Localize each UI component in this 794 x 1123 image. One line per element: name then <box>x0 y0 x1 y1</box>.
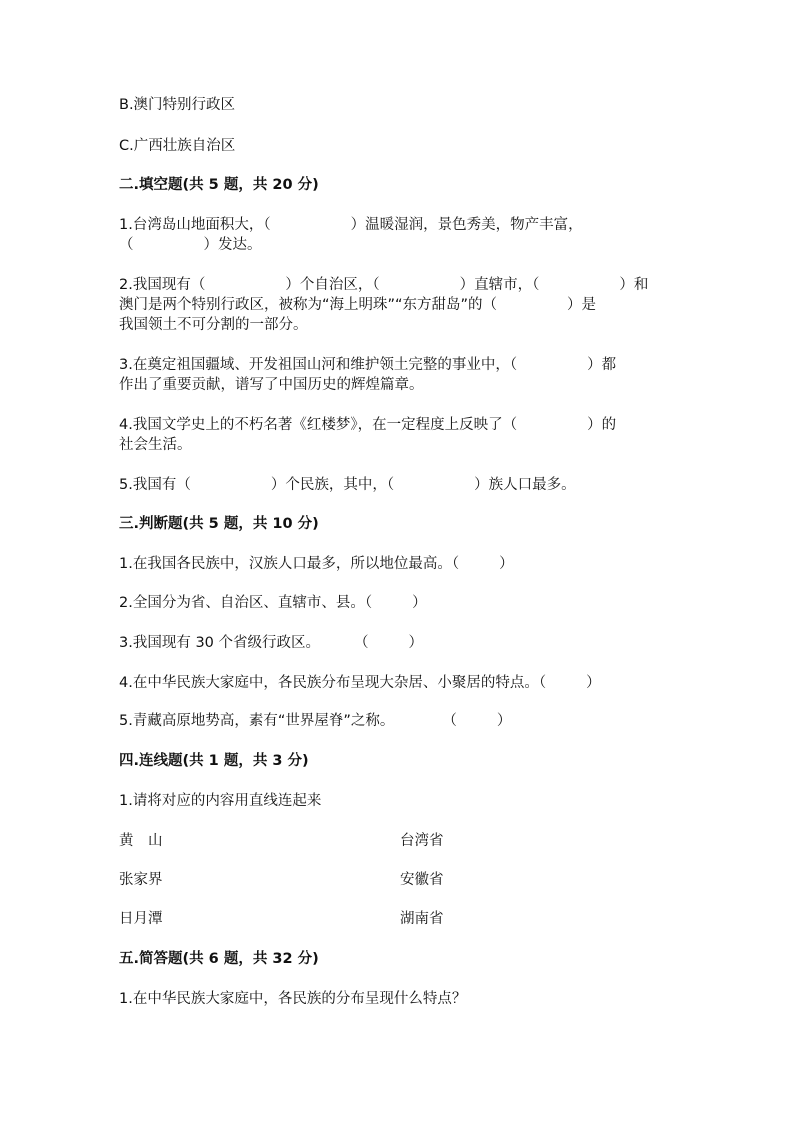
question-line <box>119 295 596 315</box>
question-text: 社会生活。 <box>119 437 192 453</box>
question-text: 4.我国文学史上的不朽名著《红楼梦》，在一定程度上反映了（ <box>119 417 518 433</box>
section-heading-true-false: 三.判断题(共 5 题，共 10 分) <box>119 516 319 532</box>
question-text: 2.我国现有（ <box>119 277 206 293</box>
match-left-item[interactable]: 黄 山 <box>119 833 163 849</box>
question-text: 3.我国现有 30 个省级行政区。 <box>119 635 321 651</box>
question-text: 作出了重要贡献，谱写了中国历史的辉煌篇章。 <box>119 377 424 393</box>
question-text: ）族人口最多。 <box>474 477 576 493</box>
match-right-item[interactable]: 湖南省 <box>400 911 444 927</box>
question-text: ）的 <box>587 417 617 433</box>
question-text: 1.在我国各民族中，汉族人口最多，所以地位最高。（ <box>119 556 460 572</box>
question-text: ） <box>496 713 512 729</box>
question-line <box>119 275 648 295</box>
section-heading-matching: 四.连线题(共 1 题，共 3 分) <box>119 753 309 769</box>
question-line <box>119 235 262 255</box>
question-line <box>119 415 616 435</box>
question-line <box>119 593 427 613</box>
question-text: ） <box>586 675 601 691</box>
question-text: 我国领土不可分割的一部分。 <box>119 317 308 333</box>
question-text: ）个民族，其中，（ <box>270 477 395 493</box>
match-right-item[interactable]: 台湾省 <box>400 833 444 849</box>
question-text: ） <box>499 556 514 572</box>
question-text: 5.青藏高原地势高，素有“世界屋脊”之称。 <box>119 713 395 729</box>
match-right-item[interactable]: 安徽省 <box>400 872 444 888</box>
question-text: 4.在中华民族大家庭中，各民族分布呈现大杂居、小聚居的特点。（ <box>119 675 547 691</box>
question-line <box>119 633 423 653</box>
question-line <box>119 355 616 375</box>
question-line <box>119 554 514 574</box>
question-line <box>119 475 576 495</box>
question-text: ）直辖市，（ <box>459 277 540 293</box>
question-text: 2.全国分为省、自治区、直辖市、县。（ <box>119 595 373 611</box>
section-heading-fill-blank: 二.填空题(共 5 题，共 20 分) <box>119 177 319 193</box>
question-text: 澳门是两个特别行政区，被称为“海上明珠”“东方甜岛”的（ <box>119 297 498 313</box>
question-line <box>119 711 511 731</box>
question-text: 5.我国有（ <box>119 477 191 493</box>
option-b: B.澳门特别行政区 <box>119 97 236 113</box>
question-text: ）都 <box>587 357 617 373</box>
question-text: 1.台湾岛山地面积大，（ <box>119 217 271 233</box>
section-heading-short-answer: 五.简答题(共 6 题，共 32 分) <box>119 951 319 967</box>
question-text: （ <box>354 635 369 651</box>
match-left-item[interactable]: 日月潭 <box>119 911 163 927</box>
question-text: ）和 <box>619 277 649 293</box>
question-text: （ <box>442 713 457 729</box>
question-line <box>119 215 583 235</box>
question-text: ） <box>412 595 427 611</box>
question-line <box>119 673 601 693</box>
question-text: ）温暖湿润，景色秀美，物产丰富， <box>350 217 583 233</box>
question-text: 3.在奠定祖国疆域、开发祖国山河和维护领土完整的事业中，（ <box>119 357 518 373</box>
question-text: ）发达。 <box>203 237 262 253</box>
question-text: ） <box>408 635 424 651</box>
option-c: C.广西壮族自治区 <box>119 138 236 154</box>
question-text: 1.在中华民族大家庭中，各民族的分布呈现什么特点？ <box>119 991 467 1007</box>
question-text: （ <box>119 237 134 253</box>
match-left-item[interactable]: 张家界 <box>119 872 163 888</box>
question-text: 1.请将对应的内容用直线连起来 <box>119 793 322 809</box>
question-text: ）是 <box>567 297 597 313</box>
question-text: ）个自治区，（ <box>285 277 380 293</box>
